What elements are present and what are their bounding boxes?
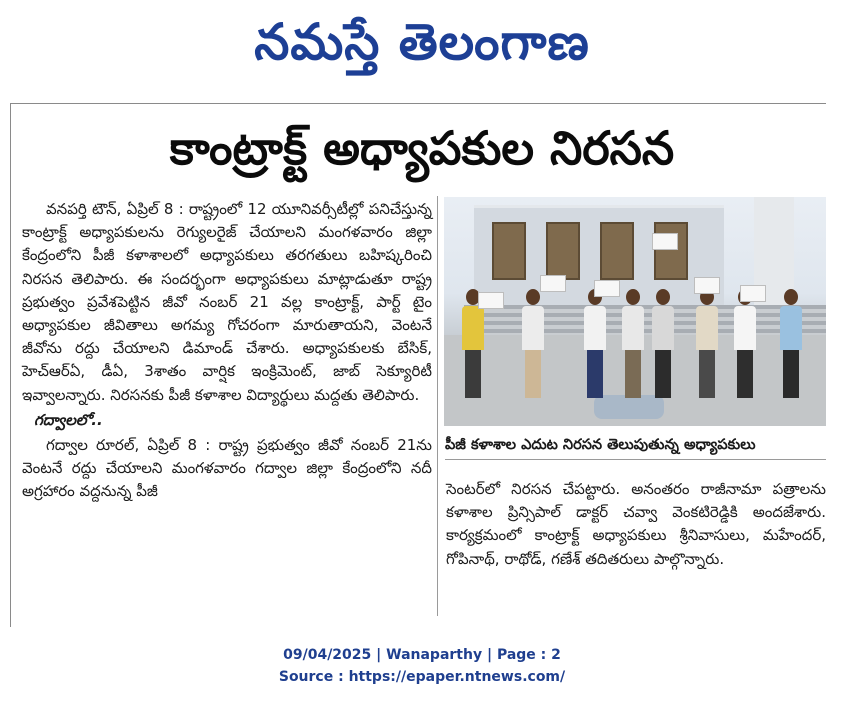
article-column-right <box>446 478 826 571</box>
footer-edition-info: 09/04/2025 | Wanaparthy | Page : 2 <box>283 647 561 663</box>
article-column-left <box>22 198 432 504</box>
masthead-logo: నమస్తే తెలంగాణ <box>254 13 590 71</box>
article-headline: కాంట్రాక్ట్ అధ్యాపకుల నిరసన <box>169 121 675 175</box>
article-second-paragraph: గద్వాల రూరల్, ఏప్రిల్ 8 : రాష్ట్ర ప్రభుత్వం జీవో నంబర్ 21ను వెంటనే రద్దు చేయాలని మంగళవారం గద్వాల జిల్లా కేంద్రంలోని నదీ అగ్రహారం వద్దనున్న పీజీ <box>22 436 432 501</box>
protest-photo <box>444 197 826 426</box>
photo-caption: పీజీ కళాశాల ఎదుట నిరసన తెలుపుతున్న అధ్యాపకులు <box>445 430 826 460</box>
article-continuation-paragraph: సెంటర్‌లో నిరసన చేపట్టారు. అనంతరం రాజీనామా పత్రాలను కళాశాల ప్రిన్సిపాల్ డాక్టర్ చవ్వా వెంకటిరెడ్డికి అందజేశారు. కార్యక్రమంలో కాంట్రాక్ట్ అధ్యాపకులు శ్రీనివాసులు, మహేందర్, గోపినాథ్, రాథోడ్, గణేశ్ తదితరులు పాల్గొన్నారు. <box>446 480 826 568</box>
article-subhead: గద్వాలలో.. <box>34 410 103 429</box>
column-divider <box>437 196 438 616</box>
footer-source: Source : https://epaper.ntnews.com/ <box>278 669 566 685</box>
article-lead-paragraph: వనపర్తి టౌన్, ఏప్రిల్ 8 : రాష్ట్రంలో 12 యూనివర్సీటీల్లో పనిచేస్తున్న కాంట్రాక్ట్ అధ్యాపకులను రెగ్యులరైజ్ చేయాలని మంగళవారం జిల్లా కేంద్రంలోని పీజీ కళాశాలలో అధ్యాపకులు తరగతులు బహిష్కరించి నిరసన తెలిపారు. ఈ సందర్భంగా అధ్యాపకులు మాట్లాడుతూ రాష్ట్ర ప్రభుత్వం ప్రవేశపెట్టిన జీవో నంబర్ 21 వల్ల కాంట్రాక్ట్, పార్ట్ టైం అధ్యాపకుల జీవితాలు అగమ్య గోచరంగా మారుతాయని, వెంటనే జీవోను రద్దు చేయాలని డిమాండ్ చేశారు. అధ్యాపకులకు బేసిక్, హెచ్ఆర్ఏ, డీఏ, 3శాతం వార్షిక ఇంక్రిమెంట్, జాబ్ సెక్యూరిటీ ఇవ్వాలన్నారు. నిరసనకు పీజీ కళాశాల విద్యార్థులు మద్దతు తెలిపారు. <box>22 200 432 404</box>
